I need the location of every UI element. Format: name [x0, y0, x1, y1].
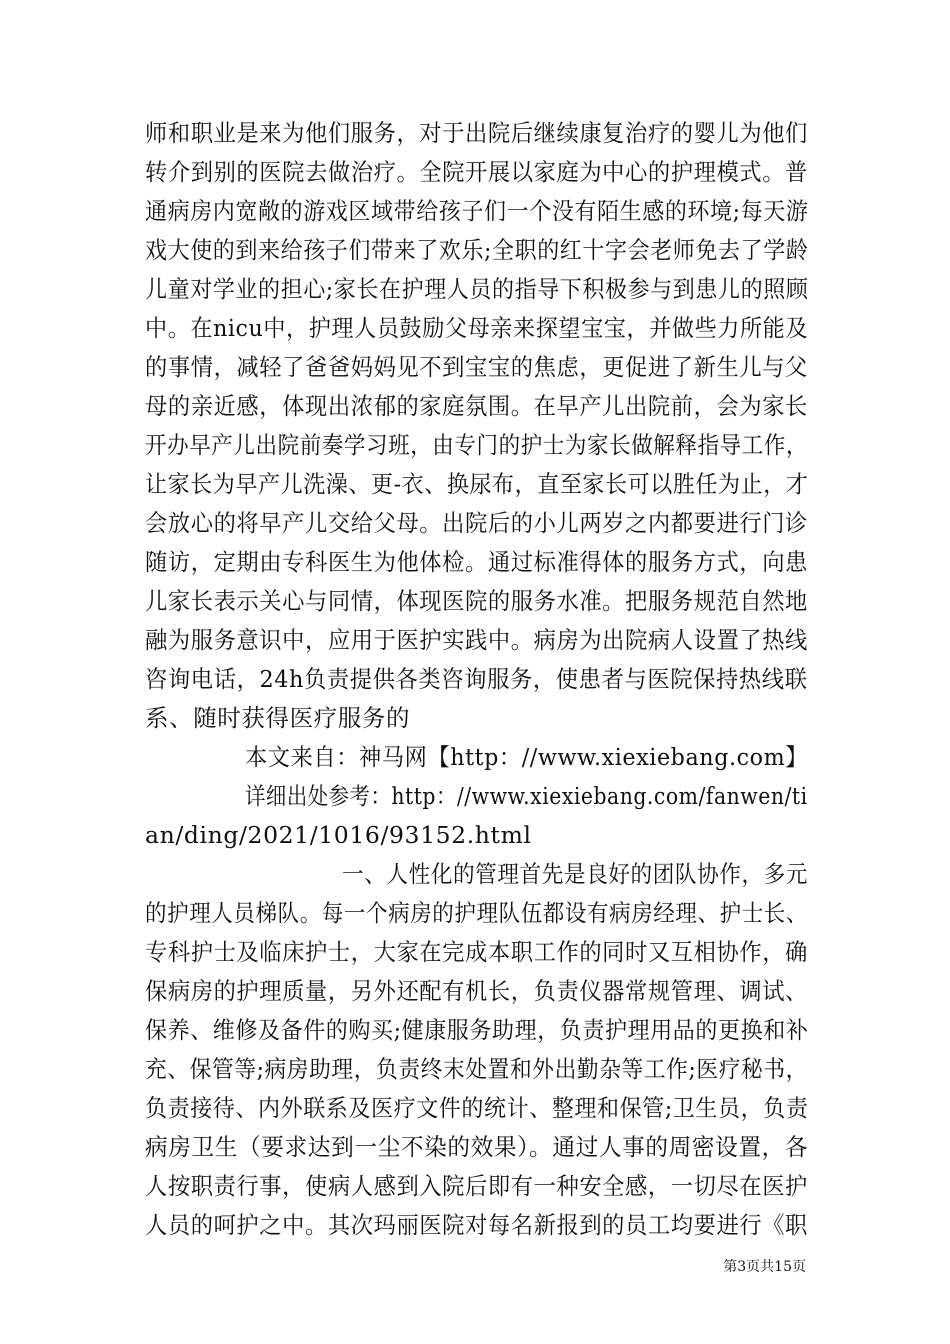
reference-line: 详细出处参考：http：//www.xiexiebang.com/fanwen/ti: [245, 782, 808, 810]
text-line-4: 戏大使的到来给孩子们带来了欢乐;全职的红十字会老师免去了学龄: [145, 236, 809, 264]
text-line-9: 开办早产儿出院前奏学习班，由专门的护士为家长做解释指导工作，: [145, 431, 808, 459]
text-line-28: 人按职责行事，使病人感到入院后即有一种安全感，一切尽在医护: [145, 1172, 808, 1200]
text-line-5: 儿童对学业的担心;家长在护理人员的指导下积极参与到患儿的照顾: [145, 275, 809, 303]
text-line-6: 中。在nicu中，护理人员鼓励父母亲来探望宝宝，并做些力所能及: [145, 314, 809, 342]
text-line-10: 让家长为早产儿洗澡、更-衣、换尿布，直至家长可以胜任为止，才: [145, 470, 809, 498]
text-line-27: 病房卫生（要求达到一尘不染的效果）。通过人事的周密设置，各: [145, 1133, 809, 1161]
text-line-13: 儿家长表示关心与同情，体现医院的服务水准。把服务规范自然地: [145, 587, 808, 615]
text-line-16: 系、随时获得医疗服务的: [145, 704, 411, 732]
text-line-3: 通病房内宽敞的游戏区域带给孩子们一个没有陌生感的环境;每天游: [145, 197, 809, 225]
text-line-26: 负责接待、内外联系及医疗文件的统计、整理和保管;卫生员，负责: [145, 1094, 809, 1122]
text-line-15: 咨询电话，24h负责提供各类咨询服务，使患者与医院保持热线联: [145, 665, 808, 693]
source-line: 本文来自：神马网【http：//www.xiexiebang.com】: [245, 743, 809, 771]
text-line-12: 随访，定期由专科医生为他体检。通过标准得体的服务方式，向患: [145, 548, 808, 576]
text-line-14: 融为服务意识中，应用于医护实践中。病房为出院病人设置了热线: [145, 626, 808, 654]
text-line-22: 专科护士及临床护士，大家在完成本职工作的同时又互相协作，确: [145, 938, 808, 966]
reference-line-continued: an/ding/2021/1016/93152.html: [145, 821, 532, 849]
text-line-25: 充、保管等;病房助理，负责终末处置和外出勤杂等工作;医疗秘书，: [145, 1055, 808, 1083]
text-line-21: 的护理人员梯队。每一个病房的护理队伍都设有病房经理、护士长、: [145, 899, 808, 927]
section-heading-line: 一、人性化的管理首先是良好的团队协作，多元: [342, 860, 809, 888]
text-line-8: 母的亲近感，体现出浓郁的家庭氛围。在早产儿出院前，会为家长: [145, 392, 808, 420]
page-number-footer: 第3页共15页: [723, 1259, 806, 1275]
text-line-24: 保养、维修及备件的购买;健康服务助理，负责护理用品的更换和补: [145, 1016, 809, 1044]
text-line-23: 保病房的护理质量，另外还配有机长，负责仪器常规管理、调试、: [145, 977, 808, 1005]
text-line-29: 人员的呵护之中。其次玛丽医院对每名新报到的员工均要进行《职: [145, 1211, 808, 1239]
text-line-11: 会放心的将早产儿交给父母。出院后的小儿两岁之内都要进行门诊: [145, 509, 808, 537]
text-line-2: 转介到别的医院去做治疗。全院开展以家庭为中心的护理模式。普: [145, 158, 808, 186]
text-line-7: 的事情，减轻了爸爸妈妈见不到宝宝的焦虑，更促进了新生儿与父: [145, 353, 808, 381]
text-line-1: 师和职业是来为他们服务，对于出院后继续康复治疗的婴儿为他们: [145, 119, 808, 147]
